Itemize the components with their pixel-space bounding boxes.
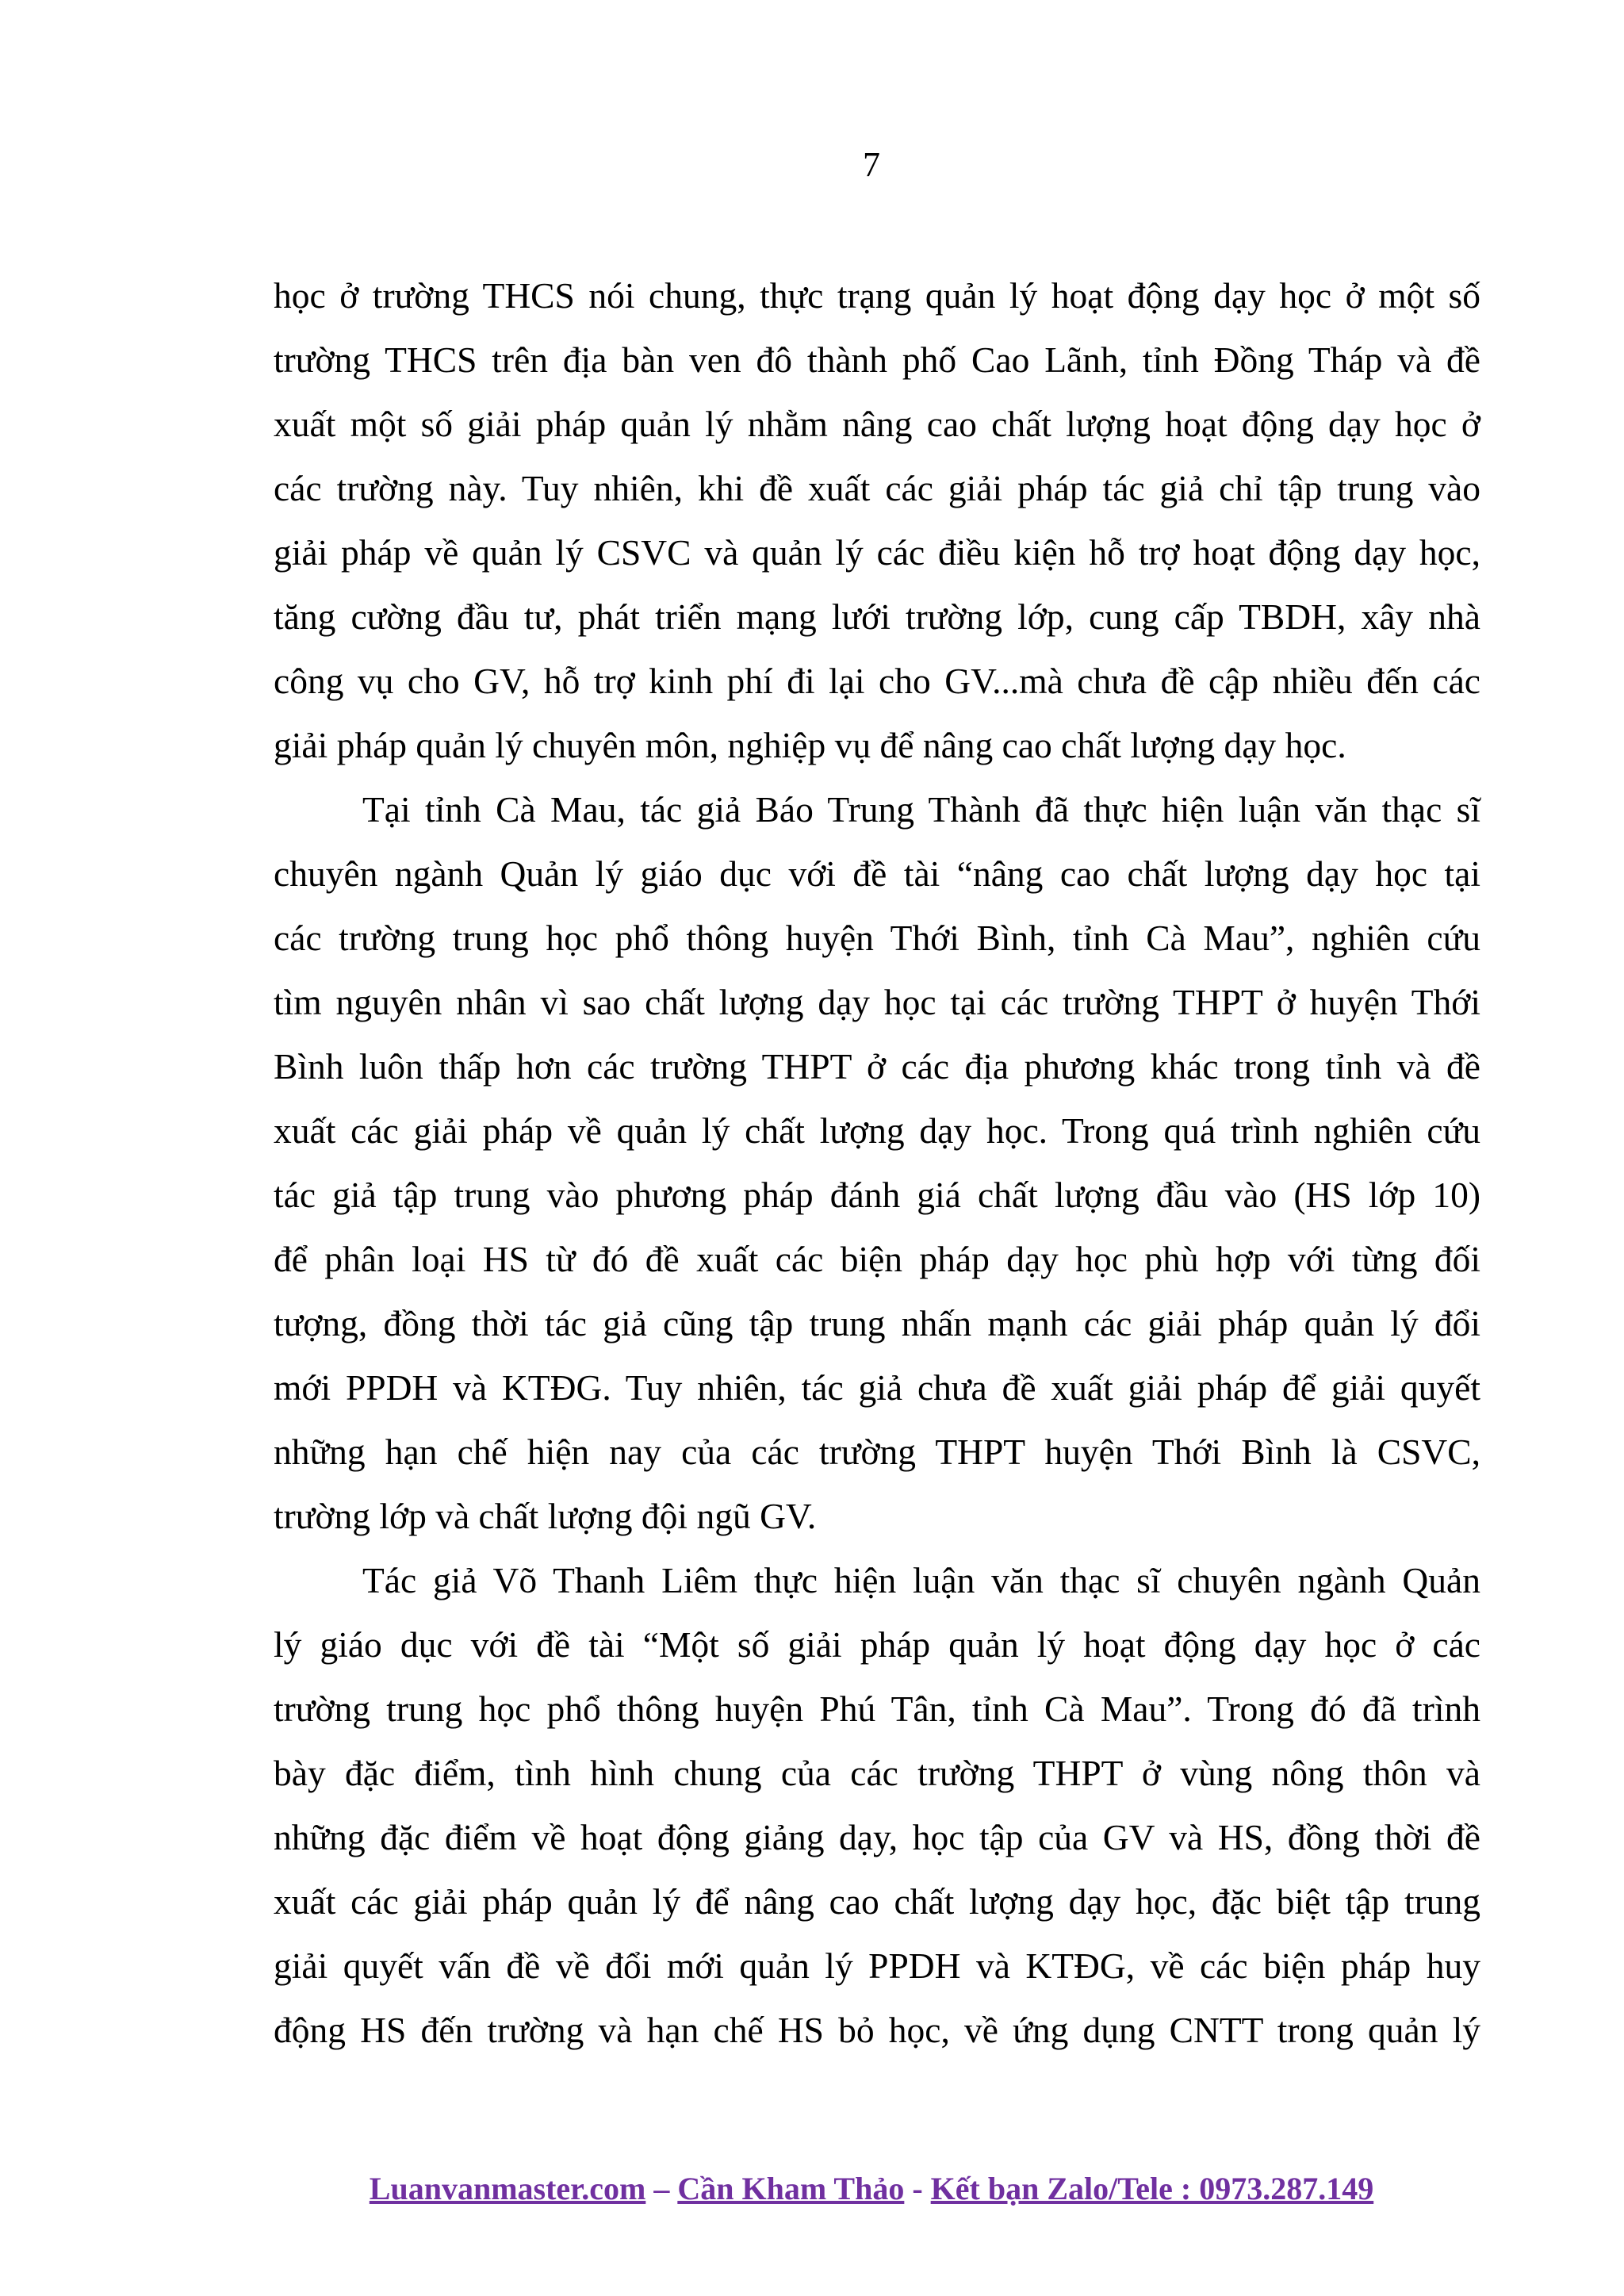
paragraph-2 <box>274 777 1480 1548</box>
paragraph-3 <box>274 1548 1480 2062</box>
text-line: Tác giả Võ Thanh Liêm thực hiện luận văn thạc sĩ chuyên ngành Quản <box>362 1560 1480 1600</box>
text-line: lý giáo dục với đề tài “Một số giải pháp quản lý hoạt động dạy học ở các <box>274 1624 1480 1665</box>
paragraph-1 <box>274 263 1480 777</box>
text-line: các trường này. Tuy nhiên, khi đề xuất các giải pháp tác giả chỉ tập trung vào <box>274 468 1480 508</box>
footer-separator: – <box>645 2171 678 2206</box>
text-line: tượng, đồng thời tác giả cũng tập trung nhấn mạnh các giải pháp quản lý đổi <box>274 1303 1480 1343</box>
text-line: động HS đến trường và hạn chế HS bỏ học, về ứng dụng CNTT trong quản lý <box>274 2010 1480 2050</box>
text-line: bày đặc điểm, tình hình chung của các trường THPT ở vùng nông thôn và <box>274 1753 1480 1793</box>
body-text <box>274 263 1480 2062</box>
text-line: chuyên ngành Quản lý giáo dục với đề tài “nâng cao chất lượng dạy học tại <box>274 853 1480 894</box>
text-line: giải pháp về quản lý CSVC và quản lý các điều kiện hỗ trợ hoạt động dạy học, <box>274 532 1480 573</box>
text-line: trường trung học phổ thông huyện Phú Tân, tỉnh Cà Mau”. Trong đó đã trình <box>274 1688 1480 1729</box>
text-line: xuất các giải pháp quản lý để nâng cao chất lượng dạy học, đặc biệt tập trung <box>274 1881 1480 1922</box>
text-line: học ở trường THCS nói chung, thực trạng quản lý hoạt động dạy học ở một số <box>274 275 1480 316</box>
text-line: xuất các giải pháp về quản lý chất lượng dạy học. Trong quá trình nghiên cứu <box>274 1110 1480 1151</box>
text-line: tác giả tập trung vào phương pháp đánh giá chất lượng đầu vào (HS lớp 10) <box>274 1175 1480 1215</box>
text-line: các trường trung học phổ thông huyện Thới Bình, tỉnh Cà Mau”, nghiên cứu <box>274 918 1480 958</box>
text-line: mới PPDH và KTĐG. Tuy nhiên, tác giả chưa đề xuất giải pháp để giải quyết <box>274 1367 1480 1408</box>
text-line: những đặc điểm về hoạt động giảng dạy, học tập của GV và HS, đồng thời đề <box>274 1817 1480 1857</box>
text-line: xuất một số giải pháp quản lý nhằm nâng cao chất lượng hoạt động dạy học ở <box>274 404 1480 444</box>
text-line: Tại tỉnh Cà Mau, tác giả Báo Trung Thành đã thực hiện luận văn thạc sĩ <box>362 789 1480 830</box>
footer-contact-link[interactable]: Kết bạn Zalo/Tele : 0973.287.149 <box>930 2171 1374 2206</box>
text-line: công vụ cho GV, hỗ trợ kinh phí đi lại cho GV...mà chưa đề cập nhiều đến các <box>274 661 1480 701</box>
footer <box>0 2165 1624 2213</box>
page-number: 7 <box>863 145 880 184</box>
footer-site-link[interactable]: Luanvanmaster.com <box>369 2171 646 2206</box>
text-line: tăng cường đầu tư, phát triển mạng lưới trường lớp, cung cấp TBDH, xây nhà <box>274 596 1480 637</box>
footer-separator: - <box>904 2171 931 2206</box>
text-line: tìm nguyên nhân vì sao chất lượng dạy học tại các trường THPT ở huyện Thới <box>274 982 1480 1022</box>
text-line: trường lớp và chất lượng đội ngũ GV. <box>274 1496 817 1536</box>
footer-author-link[interactable]: Cần Kham Thảo <box>677 2171 905 2206</box>
text-line: Bình luôn thấp hơn các trường THPT ở các địa phương khác trong tỉnh và đề <box>274 1046 1480 1087</box>
text-line: trường THCS trên địa bàn ven đô thành phố Cao Lãnh, tỉnh Đồng Tháp và đề <box>274 339 1480 380</box>
text-line: giải quyết vấn đề về đổi mới quản lý PPDH và KTĐG, về các biện pháp huy <box>274 1945 1480 1986</box>
text-line: giải pháp quản lý chuyên môn, nghiệp vụ để nâng cao chất lượng dạy học. <box>274 725 1346 765</box>
text-line: những hạn chế hiện nay của các trường THPT huyện Thới Bình là CSVC, <box>274 1432 1480 1472</box>
text-line: để phân loại HS từ đó đề xuất các biện pháp dạy học phù hợp với từng đối <box>274 1239 1480 1279</box>
